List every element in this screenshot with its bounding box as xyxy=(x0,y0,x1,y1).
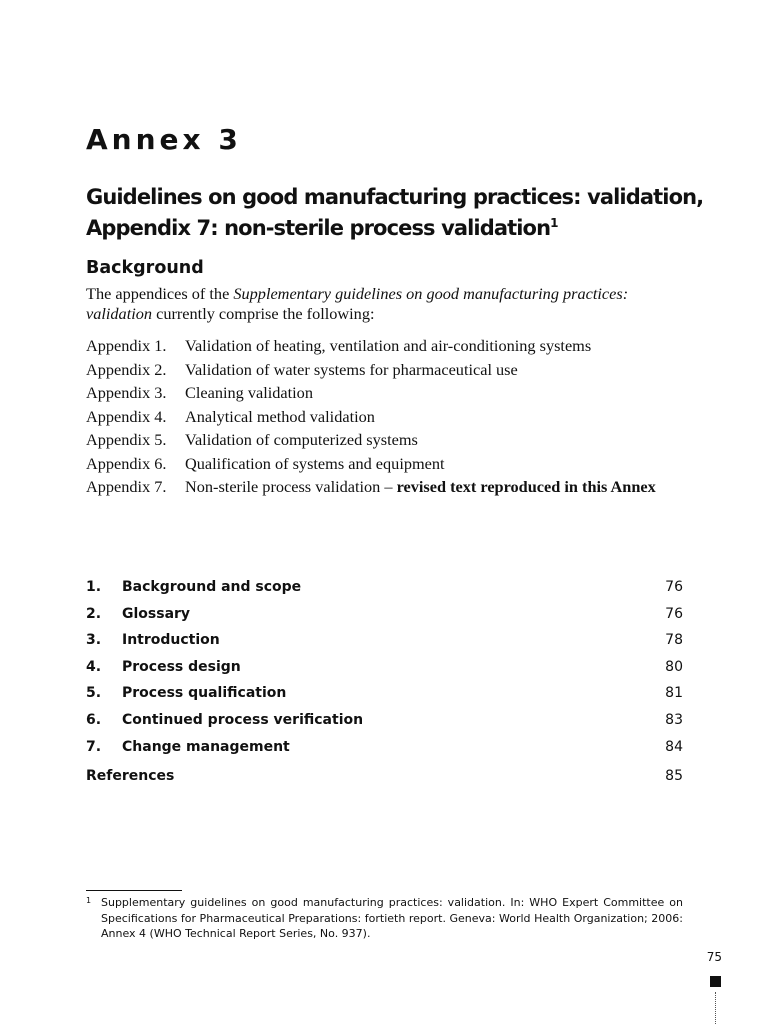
toc-number: 2. xyxy=(86,605,102,622)
toc-title: Background and scope xyxy=(122,579,302,595)
toc-title: Change management xyxy=(122,738,290,755)
intro-text-after: currently comprise the following: xyxy=(152,304,375,323)
intro-text-before: The appendices of the xyxy=(86,284,234,303)
appendix-item xyxy=(86,454,686,474)
toc-entry[interactable] xyxy=(86,683,683,710)
title-line-1: Guidelines on good manufacturing practices: validation, xyxy=(86,185,704,209)
appendix-description: Qualification of systems and equipment xyxy=(185,453,445,473)
toc-number: 7. xyxy=(86,738,102,755)
toc-entry[interactable] xyxy=(86,710,683,737)
appendix-item xyxy=(86,407,686,427)
appendix-item xyxy=(86,360,686,380)
appendix-number: Appendix 3. xyxy=(86,383,167,402)
footnote-divider xyxy=(86,890,182,891)
document-title xyxy=(86,184,706,241)
toc-page: 84 xyxy=(665,738,683,755)
toc-title: Process qualification xyxy=(122,685,287,702)
toc-page: 80 xyxy=(665,658,683,675)
toc-title: Process design xyxy=(122,658,241,675)
toc-entry[interactable] xyxy=(86,657,683,684)
toc-title: References xyxy=(86,768,175,785)
toc-page: 76 xyxy=(665,605,683,622)
appendix-description-text: Non-sterile process validation – xyxy=(185,477,397,496)
toc-number: 4. xyxy=(86,658,102,675)
toc-number: 3. xyxy=(86,632,102,649)
toc-page: 83 xyxy=(665,711,683,728)
toc-number: 5. xyxy=(86,685,102,702)
toc-entry[interactable] xyxy=(86,737,683,764)
page-number: 75 xyxy=(706,950,722,964)
annex-label: Annex 3 xyxy=(86,123,242,156)
toc-entry-references[interactable] xyxy=(86,766,683,793)
title-footnote-ref[interactable]: 1 xyxy=(550,216,559,230)
toc-page: 78 xyxy=(665,632,683,649)
appendix-description: Validation of heating, ventilation and air-conditioning systems xyxy=(185,336,592,355)
table-of-contents xyxy=(86,577,683,793)
appendix-description: Cleaning validation xyxy=(185,383,313,402)
toc-page: 76 xyxy=(665,579,683,595)
footnote-mark: 1 xyxy=(86,896,92,905)
appendix-description: Analytical method validation xyxy=(185,406,375,426)
appendix-item xyxy=(86,383,686,403)
appendix-description: Validation of computerized systems xyxy=(185,430,418,449)
appendix-description xyxy=(185,477,686,497)
section-heading-background: Background xyxy=(86,258,204,278)
appendix-description-bold: revised text reproduced in this Annex xyxy=(396,477,656,496)
appendix-item xyxy=(86,430,686,450)
intro-italic-title: Supplementary guidelines on good manufacturing practices: validation xyxy=(86,284,629,323)
toc-title: Glossary xyxy=(122,605,191,622)
appendix-number: Appendix 6. xyxy=(86,453,167,473)
toc-entry[interactable] xyxy=(86,577,683,604)
appendix-item xyxy=(86,336,686,356)
appendix-number: Appendix 2. xyxy=(86,359,167,379)
toc-number: 6. xyxy=(86,711,102,728)
appendix-number: Appendix 1. xyxy=(86,336,167,355)
toc-entry[interactable] xyxy=(86,630,683,657)
toc-number: 1. xyxy=(86,579,102,595)
appendix-item xyxy=(86,477,686,497)
page-marker-dots xyxy=(715,992,716,1024)
appendix-description: Validation of water systems for pharmaceutical use xyxy=(185,359,518,379)
toc-page: 85 xyxy=(665,768,683,785)
appendix-list xyxy=(86,336,686,501)
toc-entry[interactable] xyxy=(86,604,683,631)
toc-page: 81 xyxy=(665,685,683,702)
appendix-number: Appendix 7. xyxy=(86,477,167,496)
toc-title: Introduction xyxy=(122,632,220,649)
appendix-number: Appendix 5. xyxy=(86,430,167,449)
footnote xyxy=(86,895,683,942)
toc-title: Continued process verification xyxy=(122,711,364,728)
intro-paragraph xyxy=(86,284,686,324)
title-line-2: Appendix 7: non-sterile process validation xyxy=(86,216,551,240)
appendix-number: Appendix 4. xyxy=(86,406,167,426)
footnote-text: Supplementary guidelines on good manufacturing practices: validation. In: WHO Expert Committee on Specifications for Pharmaceutical Preparations: fortieth report. Geneva: World Health Organization; 2006: Annex 4 (WHO Technical Report Series, No. 937). xyxy=(101,896,683,940)
page-marker-square xyxy=(710,976,721,987)
